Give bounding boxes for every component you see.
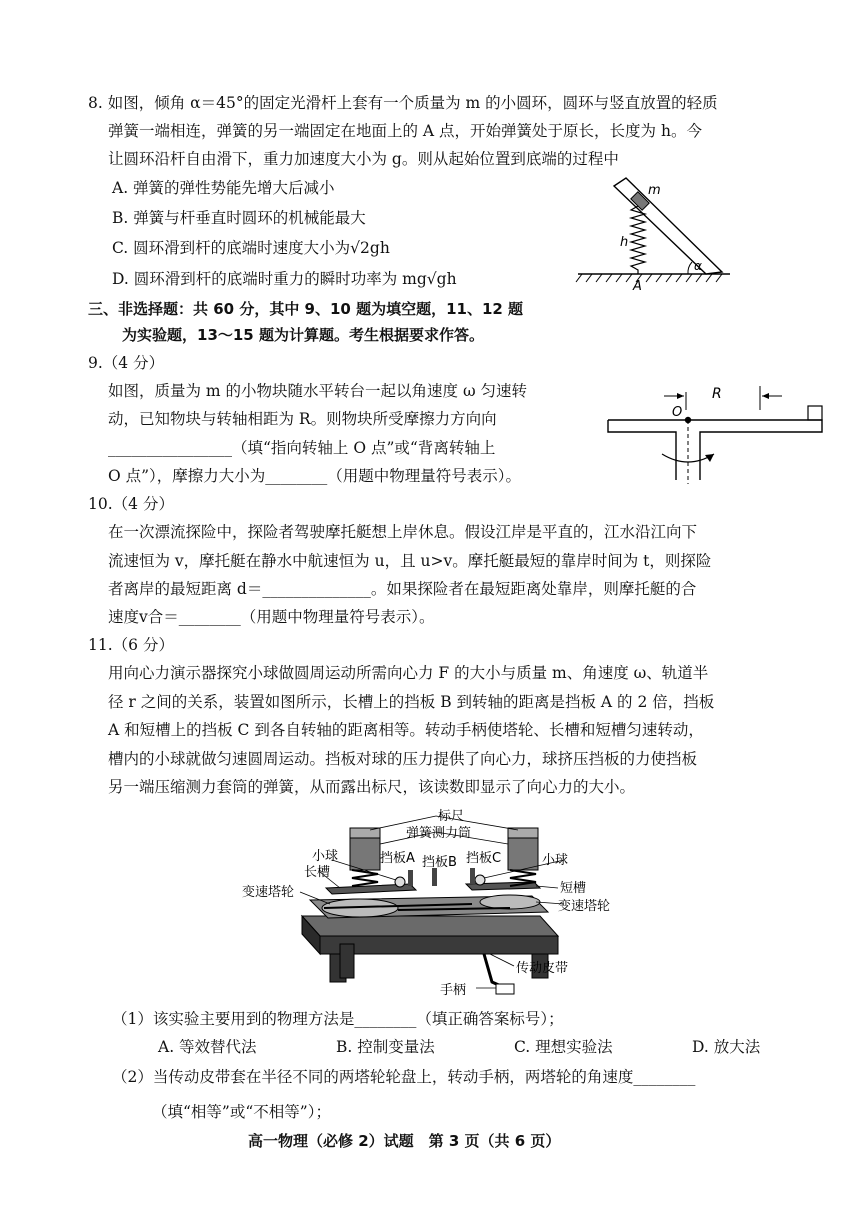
q11-option-d: D. 放大法 [692, 1038, 761, 1056]
q11-line-5: 另一端压缩测力套筒的弹簧，从而露出标尺，该读数即显示了向心力的大小。 [108, 778, 636, 796]
q11-line-1: 用向心力演示器探究小球做圆周运动所需向心力 F 的大小与质量 m、角速度 ω、轨道半 [108, 664, 709, 682]
q8-incline-figure [570, 176, 740, 292]
q9-line-3: ________________（填“指向转轴上 O 点”或“背离转轴上 [108, 439, 496, 457]
q8-label-h: h [620, 235, 629, 250]
q8-line-3: 让圆环沿杆自由滑下，重力加速度大小为 g。则从起始位置到底端的过程中 [108, 150, 619, 168]
q10-line-3: 者离岸的最短距离 d＝______________。如果探险者在最短距离处靠岸，则摩托艇的合 [108, 580, 697, 598]
q11-label-ruler: 标尺 [438, 809, 465, 824]
q8-line-2: 弹簧一端相连，弹簧的另一端固定在地面上的 A 点，开始弹簧处于原长，长度为 h。今 [108, 122, 702, 140]
q9-line-4: O 点”），摩擦力大小为________（用题中物理量符号表示）。 [108, 467, 522, 485]
q11-apparatus-figure [240, 804, 640, 1000]
q11-label-baffle-c: 挡板C [466, 851, 502, 866]
q11-sub-1: （1）该实验主要用到的物理方法是________（填正确答案标号）； [112, 1010, 564, 1028]
q8-label-alpha: α [694, 259, 702, 273]
q11-option-b: B. 控制变量法 [336, 1038, 435, 1056]
q9-label-R: R [712, 386, 722, 402]
section-3-heading-cont: 为实验题，13～15 题为计算题。考生根据要求作答。 [122, 326, 484, 344]
q10-line-2: 流速恒为 v，摩托艇在静水中航速恒为 u，且 u>v。摩托艇最短的靠岸时间为 t，则探险 [108, 552, 712, 570]
q9-line-2: 动，已知物块与转轴相距为 R。则物块所受摩擦力方向向 [108, 410, 497, 428]
q11-label-ball-left: 小球 [312, 849, 339, 864]
q11-line-2: 径 r 之间的关系，装置如图所示，长槽上的挡板 B 到转轴的距离是挡板 A 的 2 倍，挡板 [108, 693, 715, 711]
q11-label-short-slot: 短槽 [560, 881, 587, 896]
q8-option-b: B. 弹簧与杆垂直时圆环的机械能最大 [112, 209, 366, 227]
q10-line-1: 在一次漂流探险中，探险者驾驶摩托艇想上岸休息。假设江岸是平直的，江水沿江向下 [108, 523, 698, 541]
q11-label-spring: 弹簧测力筒 [406, 826, 472, 841]
q11-label-baffle-b: 挡板B [422, 855, 457, 870]
page-footer: 高一物理（必修 2）试题 第 3 页（共 6 页） [248, 1132, 561, 1150]
q8-option-c: C. 圆环滑到杆的底端时速度大小为√2gh [112, 239, 390, 257]
q8-label-m: m [648, 183, 661, 198]
q8-option-d: D. 圆环滑到杆的底端时重力的瞬时功率为 mg√gh [112, 270, 457, 288]
q8-line-1: 8. 如图，倾角 α＝45°的固定光滑杆上套有一个质量为 m 的小圆环，圆环与竖直放置的轻质 [88, 94, 718, 112]
q10-heading: 10.（4 分） [88, 495, 174, 513]
q9-label-O: O [672, 405, 683, 420]
q11-sub-2-cont: （填“相等”或“不相等”）； [152, 1103, 331, 1121]
q11-label-handle: 手柄 [440, 983, 467, 998]
q11-line-4: 槽内的小球就做匀速圆周运动。挡板对球的压力提供了向心力，球挤压挡板的力使挡板 [108, 750, 698, 768]
q11-label-pulley-right: 变速塔轮 [558, 899, 611, 914]
q11-line-3: A 和短槽上的挡板 C 到各自转轴的距离相等。转动手柄使塔轮、长槽和短槽匀速转动， [108, 721, 704, 739]
q11-option-a: A. 等效替代法 [158, 1038, 257, 1056]
q9-turntable-figure [604, 380, 830, 486]
q10-line-4: 速度v合＝________（用题中物理量符号表示）。 [108, 608, 435, 626]
q8-label-A: A [633, 279, 642, 292]
q9-line-1: 如图，质量为 m 的小物块随水平转台一起以角速度 ω 匀速转 [108, 382, 528, 400]
q11-option-c: C. 理想实验法 [514, 1038, 613, 1056]
q11-label-ball-right: 小球 [542, 853, 569, 868]
q9-heading: 9.（4 分） [88, 354, 165, 372]
q11-label-baffle-a: 挡板A [380, 851, 415, 866]
q11-label-pulley-left: 变速塔轮 [242, 885, 295, 900]
section-3-heading: 三、非选择题：共 60 分，其中 9、10 题为填空题，11、12 题 [88, 300, 524, 318]
q8-option-a: A. 弹簧的弹性势能先增大后减小 [112, 179, 335, 197]
q11-label-belt: 传动皮带 [516, 961, 569, 976]
q11-label-long-slot: 长槽 [304, 865, 331, 880]
q11-heading: 11.（6 分） [88, 636, 174, 654]
q11-sub-2: （2）当传动皮带套在半径不同的两塔轮轮盘上，转动手柄，两塔轮的角速度________ [112, 1068, 696, 1086]
